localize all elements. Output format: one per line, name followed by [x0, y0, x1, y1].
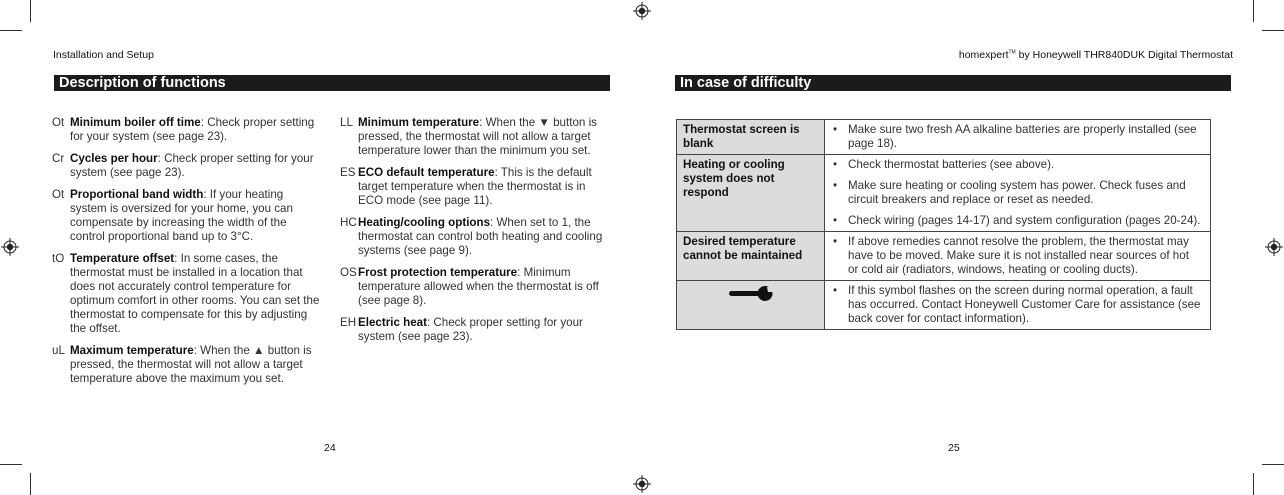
- section-title-description: Description of functions: [54, 75, 610, 91]
- remedy-text: Check wiring (pages 14-17) and system configuration (pages 20-24).: [848, 214, 1201, 227]
- function-term: Frost protection temperature: [358, 266, 518, 279]
- function-term: Maximum temperature: [70, 344, 194, 357]
- function-item: [52, 116, 320, 144]
- symptom-icon-cell: [677, 281, 825, 330]
- bullet: •: [833, 158, 838, 171]
- function-code: Cr: [52, 152, 65, 165]
- function-code: ES: [340, 166, 356, 179]
- remedy-cell: [825, 232, 1211, 281]
- function-term: Electric heat: [358, 316, 427, 329]
- function-code: EH: [340, 316, 357, 329]
- remedy-cell: [825, 120, 1211, 155]
- symptom-cell: Desired temperature cannot be maintained: [677, 232, 825, 281]
- function-item: [52, 252, 320, 336]
- remedy-item: [831, 179, 1202, 207]
- crop-mark: [0, 464, 22, 465]
- registration-mark-icon: [633, 2, 651, 20]
- table-row: [677, 120, 1211, 155]
- table-row: [677, 232, 1211, 281]
- function-code: tO: [52, 252, 65, 265]
- remedy-text: Make sure two fresh AA alkaline batteries are properly installed (see page 18).: [848, 123, 1197, 150]
- function-description: : Check proper setting for your system (see page 23).: [358, 316, 583, 343]
- bullet: •: [833, 284, 838, 297]
- table-row: [677, 155, 1211, 232]
- bullet: •: [833, 214, 838, 227]
- crop-mark: [30, 473, 31, 495]
- remedy-item: [831, 235, 1202, 277]
- function-item: [52, 344, 320, 386]
- remedy-text: If above remedies cannot resolve the problem, the thermostat may have to be moved. Make sure it is not installed near sources of hot or cold air (radiators, windows, heating or cooling ducts).: [848, 235, 1189, 276]
- functions-column-1: [52, 116, 320, 394]
- function-item: [340, 166, 612, 208]
- function-term: Minimum temperature: [358, 116, 480, 129]
- function-code: LL: [340, 116, 353, 129]
- running-header-left: Installation and Setup: [53, 49, 154, 61]
- function-item: [340, 216, 612, 258]
- remedy-item: [831, 158, 1202, 172]
- function-code: Ot: [52, 188, 65, 201]
- trademark-mark: TM: [1008, 49, 1016, 56]
- function-description: : If your heating system is oversized for your home, you can compensate by increasing the width of the control proportional band up to 3°C.: [70, 188, 293, 243]
- function-description: : Minimum temperature allowed when the thermostat is off (see page 8).: [358, 266, 599, 307]
- crop-mark: [0, 30, 22, 31]
- function-term: Proportional band width: [70, 188, 204, 201]
- function-description: : When the ▼ button is pressed, the thermostat will not allow a target temperature lower than the minimum you set.: [358, 116, 597, 157]
- remedy-item: [831, 123, 1202, 151]
- crop-mark: [1262, 464, 1284, 465]
- registration-mark-icon: [1, 238, 19, 256]
- symptom-cell: Thermostat screen is blank: [677, 120, 825, 155]
- function-term: ECO default temperature: [358, 166, 495, 179]
- troubleshooting-table: [676, 119, 1211, 330]
- function-description: : Check proper setting for your system (see page 23).: [70, 152, 314, 179]
- function-description: : This is the default target temperature when the thermostat is in ECO mode (see page 11).: [358, 166, 592, 207]
- remedy-text: Make sure heating or cooling system has power. Check fuses and circuit breakers and replace or reset as needed.: [848, 179, 1186, 206]
- function-item: [52, 152, 320, 180]
- bullet: •: [833, 235, 838, 248]
- remedy-text: If this symbol flashes on the screen during normal operation, a fault has occurred. Contact Honeywell Customer Care for assistance (see back cover for contact information).: [848, 284, 1201, 325]
- brand-name: homexpert: [958, 49, 1009, 61]
- crop-mark: [1253, 0, 1254, 22]
- function-code: uL: [52, 344, 65, 357]
- function-description: : In some cases, the thermostat must be installed in a location that does not accurately control temperature for optimum comfort in other rooms. You can set the thermostat to compensate for this by adjusting the offset.: [70, 252, 320, 335]
- remedy-cell: [825, 281, 1211, 330]
- registration-mark-icon: [633, 475, 651, 493]
- wrench-icon: [727, 284, 775, 302]
- function-code: Ot: [52, 116, 65, 129]
- registration-mark-icon: [1265, 238, 1283, 256]
- functions-column-2: [340, 116, 612, 352]
- page-number-right: 25: [948, 442, 960, 454]
- page-number-left: 24: [324, 442, 336, 454]
- running-header-right: [959, 49, 1233, 61]
- function-item: [340, 316, 612, 344]
- table-row: [677, 281, 1211, 330]
- product-name: by Honeywell THR840DUK Digital Thermostat: [1015, 49, 1233, 61]
- crop-mark: [1253, 473, 1254, 495]
- function-description: : When the ▲ button is pressed, the thermostat will not allow a target temperature above the maximum you set.: [70, 344, 312, 385]
- function-term: Temperature offset: [70, 252, 175, 265]
- function-code: OS: [340, 266, 357, 279]
- remedy-item: [831, 284, 1202, 326]
- crop-mark: [30, 0, 31, 22]
- remedy-text: Check thermostat batteries (see above).: [848, 158, 1055, 171]
- function-description: : When set to 1, the thermostat can control both heating and cooling systems (see page 9).: [358, 216, 603, 257]
- function-term: Heating/cooling options: [358, 216, 491, 229]
- function-code: HC: [340, 216, 357, 229]
- remedy-cell: [825, 155, 1211, 232]
- function-item: [340, 116, 612, 158]
- section-title-difficulty: In case of difficulty: [675, 75, 1231, 91]
- bullet: •: [833, 123, 838, 136]
- crop-mark: [1262, 30, 1284, 31]
- remedy-item: [831, 214, 1202, 228]
- function-term: Cycles per hour: [70, 152, 158, 165]
- function-item: [52, 188, 320, 244]
- symptom-cell: Heating or cooling system does not respond: [677, 155, 825, 232]
- bullet: •: [833, 179, 838, 192]
- function-term: Minimum boiler off time: [70, 116, 201, 129]
- function-item: [340, 266, 612, 308]
- function-description: : Check proper setting for your system (see page 23).: [70, 116, 315, 143]
